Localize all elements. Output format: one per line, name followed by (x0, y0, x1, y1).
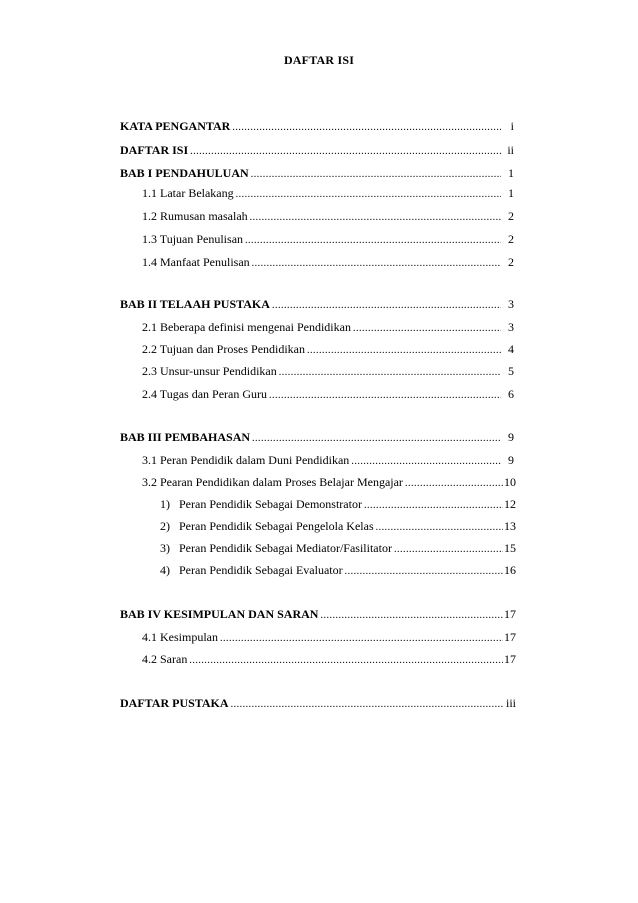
toc-entry-page: 17 (504, 652, 516, 666)
toc-leader-dots (250, 213, 501, 223)
toc-entry-label: 1.1 Latar Belakang (142, 186, 234, 200)
toc-leader-dots (252, 434, 501, 444)
toc-leader-dots (232, 123, 501, 133)
toc-entry-page: 12 (504, 497, 516, 511)
toc-entry-page: 2 (508, 255, 514, 269)
toc-leader-dots (236, 190, 501, 200)
toc-entry-label: DAFTAR ISI (120, 143, 189, 157)
toc-entry-bab-1[interactable] (120, 166, 514, 182)
toc-entry-2-1[interactable] (142, 320, 514, 336)
toc-entry-page: 17 (504, 630, 516, 644)
toc-entry-bab-2[interactable] (120, 297, 514, 313)
toc-entry-3-1[interactable] (142, 453, 514, 469)
toc-leader-dots (252, 259, 501, 269)
toc-entry-label: 3.2 Pearan Pendidikan dalam Proses Belajar Mengajar (142, 475, 403, 489)
toc-entry-label: 3) Peran Pendidik Sebagai Mediator/Fasilitator (160, 541, 392, 555)
toc-leader-dots (190, 147, 501, 157)
toc-entry-3-2-1[interactable] (160, 497, 516, 513)
toc-leader-dots (376, 523, 503, 533)
toc-leader-dots (353, 324, 501, 334)
toc-entry-1-4[interactable] (142, 255, 514, 271)
toc-entry-label: KATA PENGANTAR (120, 119, 231, 133)
toc-entry-label: 2.3 Unsur-unsur Pendidikan (142, 364, 277, 378)
toc-entry-label: 3.1 Peran Pendidik dalam Duni Pendidikan (142, 453, 350, 467)
toc-leader-dots (345, 567, 503, 577)
toc-entry-page: 1 (508, 186, 514, 200)
toc-entry-label: 2.4 Tugas dan Peran Guru (142, 387, 267, 401)
toc-leader-dots (364, 501, 503, 511)
toc-leader-dots (394, 545, 503, 555)
toc-entry-page: ii (507, 143, 514, 157)
toc-entry-label: 2) Peran Pendidik Sebagai Pengelola Kelas (160, 519, 374, 533)
toc-entry-bab-3[interactable] (120, 430, 514, 446)
toc-leader-dots (320, 611, 503, 621)
toc-leader-dots (307, 346, 501, 356)
toc-entry-4-1[interactable] (142, 630, 516, 646)
toc-entry-label: 4.1 Kesimpulan (142, 630, 218, 644)
toc-entry-page: 2 (508, 209, 514, 223)
toc-entry-page: 3 (508, 320, 514, 334)
toc-entry-1-1[interactable] (142, 186, 514, 202)
toc-entry-daftar-isi[interactable] (120, 143, 514, 159)
toc-leader-dots (405, 479, 503, 489)
toc-entry-label: 1) Peran Pendidik Sebagai Demonstrator (160, 497, 362, 511)
toc-entry-page: 1 (508, 166, 514, 180)
toc-entry-2-4[interactable] (142, 387, 514, 403)
toc-entry-1-2[interactable] (142, 209, 514, 225)
toc-entry-label: 1.3 Tujuan Penulisan (142, 232, 244, 246)
toc-entry-label: 2.1 Beberapa definisi mengenai Pendidikan (142, 320, 351, 334)
toc-entry-3-2[interactable] (142, 475, 516, 491)
toc-entry-label: 4.2 Saran (142, 652, 188, 666)
toc-entry-page: 9 (508, 453, 514, 467)
toc-leader-dots (279, 368, 501, 378)
toc-entry-page: 15 (504, 541, 516, 555)
toc-leader-dots (189, 656, 503, 666)
toc-entry-3-2-3[interactable] (160, 541, 516, 557)
toc-entry-kata-pengantar[interactable] (120, 119, 514, 135)
toc-entry-label: BAB III PEMBAHASAN (120, 430, 251, 444)
toc-entry-3-2-2[interactable] (160, 519, 516, 535)
toc-entry-page: 13 (504, 519, 516, 533)
toc-entry-bab-4[interactable] (120, 607, 516, 623)
toc-entry-page: 3 (508, 297, 514, 311)
toc-entry-label: 2.2 Tujuan dan Proses Pendidikan (142, 342, 306, 356)
toc-entry-page: 16 (504, 563, 516, 577)
toc-entry-page: 5 (508, 364, 514, 378)
toc-leader-dots (220, 634, 503, 644)
toc-leader-dots (251, 170, 501, 180)
toc-entry-page: 4 (508, 342, 514, 356)
page-title: DAFTAR ISI (283, 53, 355, 67)
toc-leader-dots (351, 457, 501, 467)
toc-entry-1-3[interactable] (142, 232, 514, 248)
toc-entry-page: 17 (504, 607, 516, 621)
toc-entry-2-3[interactable] (142, 364, 514, 380)
toc-entry-label: DAFTAR PUSTAKA (120, 696, 229, 710)
toc-entry-label: 1.2 Rumusan masalah (142, 209, 248, 223)
toc-leader-dots (272, 301, 501, 311)
toc-entry-3-2-4[interactable] (160, 563, 516, 579)
toc-entry-2-2[interactable] (142, 342, 514, 358)
toc-entry-label: BAB II TELAAH PUSTAKA (120, 297, 270, 311)
toc-entry-page: 6 (508, 387, 514, 401)
toc-leader-dots (269, 391, 501, 401)
toc-entry-page: 2 (508, 232, 514, 246)
toc-entry-page: 10 (504, 475, 516, 489)
toc-entry-page: 9 (508, 430, 514, 444)
toc-entry-page: iii (505, 696, 516, 710)
toc-entry-label: BAB I PENDAHULUAN (120, 166, 249, 180)
toc-entry-page: i (510, 119, 514, 133)
toc-entry-daftar-pustaka[interactable] (120, 696, 516, 712)
toc-entry-4-2[interactable] (142, 652, 516, 668)
toc-entry-label: 1.4 Manfaat Penulisan (142, 255, 250, 269)
toc-entry-label: 4) Peran Pendidik Sebagai Evaluator (160, 563, 343, 577)
toc-leader-dots (231, 700, 503, 710)
toc-leader-dots (245, 236, 501, 246)
toc-entry-label: BAB IV KESIMPULAN DAN SARAN (120, 607, 319, 621)
